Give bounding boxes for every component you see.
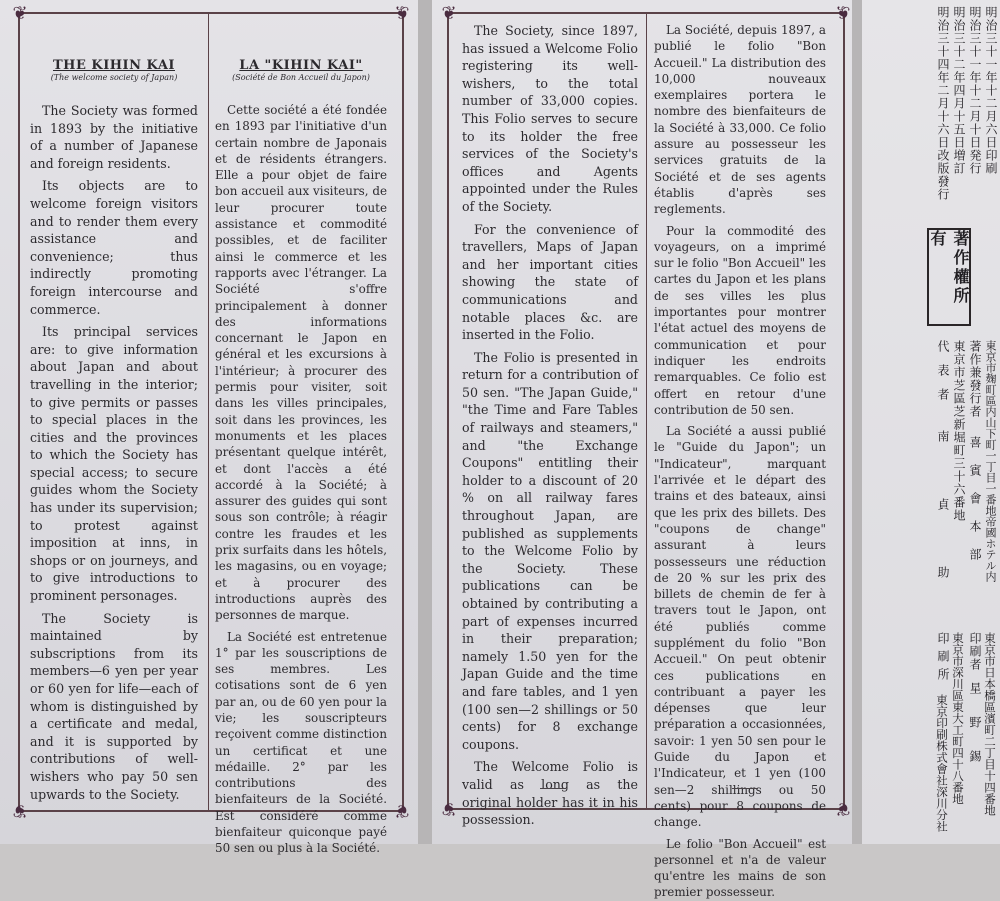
printing-office-role: 印刷所: [936, 632, 950, 686]
corner-ornament-icon: ❦: [394, 800, 410, 821]
english-paragraph: The Folio is presented in return for a contribution of 50 sen. "The Japan Guide," "the Time and Fare Tables of railways and steamers," and "the Exchange Coupons" entitling their holder to a discount of 20 % on all railway fares throughout Japan, are published as supplements to the Welcome Folio by the Society. These publications can be obtained by contributing a part of expenses incurred in their preparation; namely 1.50 yen for the Japan Guide and the time and fare tables, and 1 yen (100 sen—2 shillings or 50 cents) for 8 exchange coupons.: [462, 349, 638, 752]
printing-office-name: 東京印刷株式會社深川分社: [935, 694, 949, 832]
publisher-name: 喜賓會本部: [968, 436, 982, 576]
french-paragraph: Le folio "Bon Accueil" est personnel et n'a de valeur qu'entre les mains de son premier possesseur.: [654, 836, 826, 900]
printer-name: 星野錫: [968, 682, 982, 784]
corner-ornament-icon: ❦: [441, 3, 457, 24]
french-column: [215, 58, 387, 857]
representative-name: 南貞助: [936, 430, 950, 634]
corner-ornament-icon: ❦: [12, 800, 28, 821]
corner-ornament-icon: ❦: [835, 798, 851, 819]
printing-office-address: 東京市深川區東大工町四十八番地: [951, 632, 965, 805]
english-title: THE KIHIN KAI: [53, 58, 175, 73]
english-paragraph: The Welcome Folio is valid as long as the original holder has it in his possession.: [462, 759, 638, 828]
middle-page: [432, 0, 852, 900]
printer-address: 東京市日本橋區濱町二丁目十四番地: [983, 632, 997, 816]
publisher-address: 東京市麹町區内山下町一丁目一番地帝國ホテル内: [984, 340, 997, 582]
representative-address: 東京市芝區芝新堀町三十六番地: [952, 340, 966, 522]
end-rule: [540, 788, 566, 789]
french-title: LA "KIHIN KAI": [239, 58, 363, 73]
left-page: [0, 0, 418, 856]
english-subtitle: (The welcome society of Japan): [50, 73, 178, 82]
publisher-role: 著作兼發行者: [968, 340, 982, 418]
english-paragraph: The Society was formed in 1893 by the initiative of a number of Japanese and foreign residents.: [30, 103, 198, 171]
colophon-date: 明治三十一年十二月六日印刷: [984, 6, 998, 175]
french-subtitle: (Société de Bon Accueil du Japon): [232, 73, 370, 82]
corner-ornament-icon: ❦: [12, 3, 28, 24]
english-paragraph: Its principal services are: to give information about Japan and about travelling in the interior; to give permits or passes to special places in the cities and the provinces to which the Society has special access; to secure guides whom the Society has under its supervision; to protest against imposition at inns, in shops or on journeys, and to give introductions to prominent personages.: [30, 324, 198, 604]
colophon-date: 明治三十二年四月十五日増訂: [952, 6, 966, 175]
english-paragraph: The Society, since 1897, has issued a Welcome Folio registering its well-wishers, to the total number of 33,000 copies. This Folio serves to secure to its holder the free services of the Society's offices and Agents appointed under the Rules of the Society.: [462, 23, 638, 214]
english-paragraph: For the convenience of travellers, Maps of Japan and her important cities showing the state of communications and notable places &c. are inserted in the Folio.: [462, 221, 638, 343]
french-column-2: [654, 22, 826, 901]
french-paragraph: La Société, depuis 1897, a publié le folio "Bon Accueil." La distribution des 10,000 nouveaux exemplaires portera le nombre des bienfaiteurs de la Société à 33,000. Ce folio assure au possesseur les services gratuits de la Société et de ses agents établis d'après ses reglements.: [654, 23, 826, 217]
english-column-2: [462, 22, 638, 829]
colophon-date: 明治三十一年十二月十日発行: [968, 6, 982, 175]
french-paragraph: Cette société a été fondée en 1893 par l'initiative d'un certain nombre de Japonais et de résidents étrangers. Elle a pour objet de faire bon accueil aux visiteurs, de leur procurer toute assistance et commodité possibles, et de faciliter ainsi le commerce et les rapports avec l'étranger. La Société s'offre principalement à donner des informations concernant le Japon en général et les excursions à l'intérieur; à procurer des permis pour visiter, soit dans les villes principales, soit dans les provinces, les monuments et les places présentant quelque intérêt, et dont l'accès a été accordé à la Société; à assurer des guides qui sont sous son contrôle; à réagir contre les fraudes et les prix surfaits dans les hôtels, les magasins, ou en voyage; et à procurer des introductions auprès des personnes de marque.: [215, 103, 387, 623]
corner-ornament-icon: ❦: [441, 798, 457, 819]
representative-role: 代表者: [936, 340, 950, 412]
french-paragraph: La Société est entretenue 1° par les souscriptions de ses membres. Les cotisations sont de 6 yen par an, ou de 60 yen pour la vie; les souscripteurs reçoivent comme distinction un certificat et une médaille. 2° par les contributions des bienfaiteurs de la Société. Est considéré comme bienfaiteur quiconque payé 50 sen ou plus à la Société.: [215, 629, 387, 856]
printer-role: 印刷者: [968, 632, 982, 671]
english-paragraph: Its objects are to welcome foreign visitors and to render them every assistance and convenience; thus indirectly promoting foreign intercourse and commerce.: [30, 178, 198, 317]
english-column: [30, 58, 198, 803]
french-paragraph: Pour la commodité des voyageurs, on a imprimé sur le folio "Bon Accueil" les cartes du Japon et les plans de ses villes les plus importantes pour montrer l'état actuel des moyens de communication et pour indiquer les endroits remarquables. Ce folio est offert en retour d'une contribution de 50 sen.: [654, 223, 826, 417]
page-gutter: [418, 0, 432, 844]
column-divider: [646, 14, 647, 808]
corner-ornament-icon: ❦: [394, 3, 410, 24]
page-gutter: [852, 0, 862, 844]
end-rule: [732, 788, 758, 789]
corner-ornament-icon: ❦: [835, 3, 851, 24]
copyright-seal: 著作權所有: [927, 228, 971, 326]
column-divider: [208, 14, 209, 810]
colophon-date: 明治三十四年二月十六日改版發行: [936, 6, 950, 201]
french-paragraph: La Société a aussi publié le "Guide du Japon"; un "Indicateur", marquant l'arrivée et le départ des trains et des bateaux, ainsi que les prix des billets. Des "coupons de change" assurant à leurs possesseurs une réduction de 20 % sur les prix des billets de chemin de fer à travers tout le Japon, ont été publiés comme supplément du folio "Bon Accueil." On peut obtenir ces publications en contribuant a payer les dépenses que leur préparation a occasionnées, savoir: 1 yen 50 sen pour le Guide du Japon et l'Indicateur, et 1 yen (100 sen—2 shillings ou 50 cents) pour 8 coupons de change.: [654, 424, 826, 830]
english-paragraph: The Society is maintained by subscriptions from its members—6 yen per year or 60 yen for life—each of whom is distinguished by a certificate and medal, and it is supported by contributions of well-wishers who pay 50 sen upwards to the Society.: [30, 610, 198, 802]
